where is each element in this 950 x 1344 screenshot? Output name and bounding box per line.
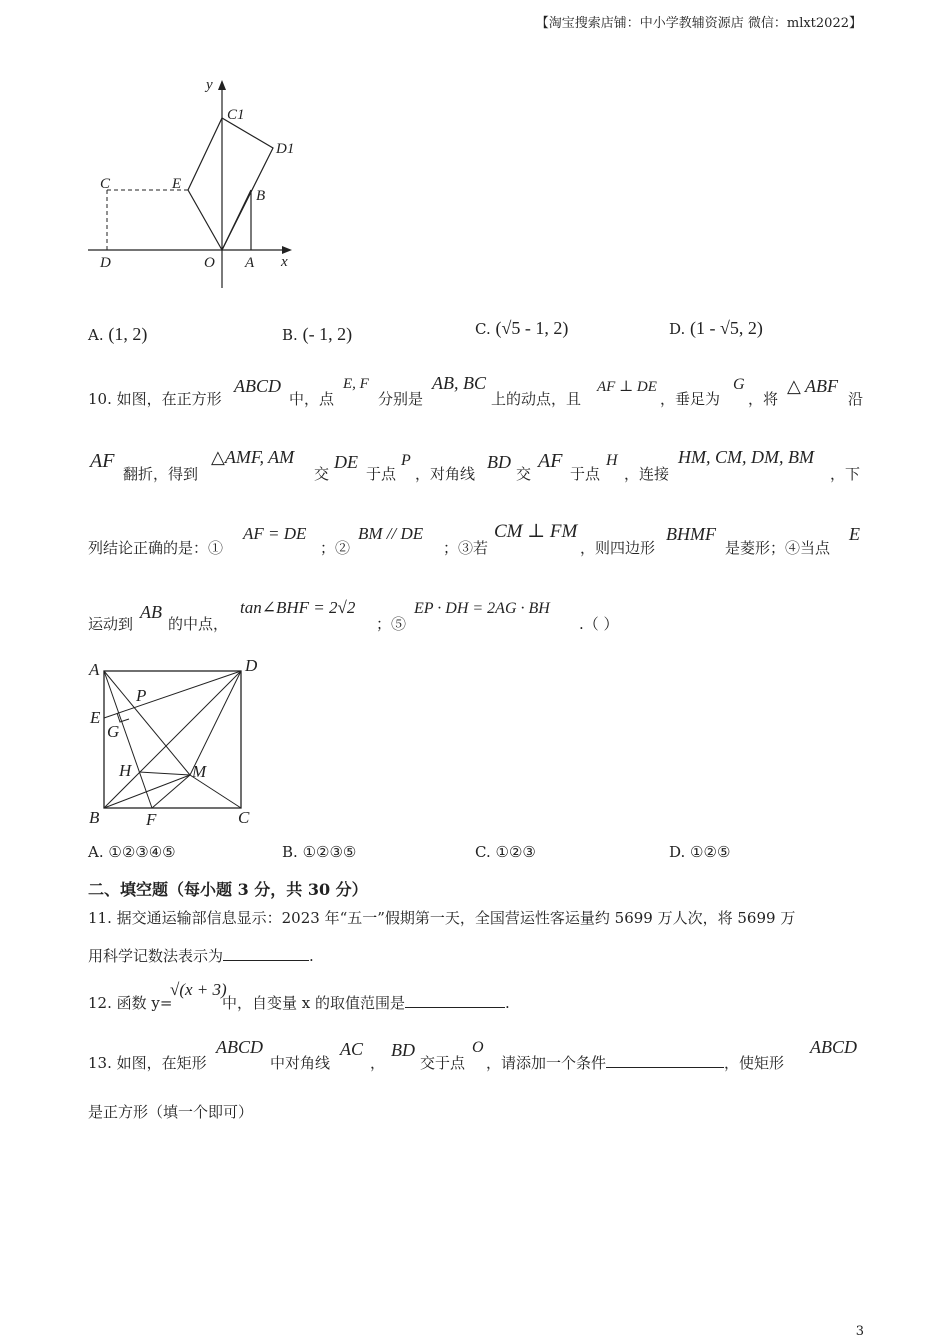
q10-option-a[interactable]: A. ①②③④⑤ bbox=[88, 843, 176, 861]
section-heading: 二、填空题（每小题 3 分，共 30 分） bbox=[88, 880, 368, 899]
q10-text: 是菱形；④当点 bbox=[725, 539, 831, 557]
label-x: x bbox=[281, 254, 288, 270]
q10-text: ；⑤ bbox=[376, 615, 407, 633]
q10-math: AF = DE bbox=[243, 524, 307, 543]
q13-math: AC bbox=[340, 1039, 364, 1059]
q10-math: AB, BC bbox=[432, 373, 486, 393]
q10-math: AF bbox=[90, 450, 115, 472]
label-b: B bbox=[89, 808, 100, 827]
q10-text: 分别是 bbox=[378, 390, 424, 408]
q13-math: BD bbox=[391, 1040, 415, 1060]
q12-text: 中，自变量 x 的取值范围是 . bbox=[222, 994, 510, 1012]
q9-option-a[interactable]: A. (1, 2) bbox=[88, 324, 148, 344]
y-axis-arrow bbox=[218, 80, 226, 90]
q10-math: EP · DH = 2AG · BH bbox=[414, 600, 550, 617]
q10-math: E bbox=[849, 524, 860, 544]
q10-math: △AMF, AM bbox=[211, 447, 295, 467]
q10-text: 交 bbox=[516, 465, 532, 483]
q10-math: △ ABF bbox=[787, 376, 839, 396]
q10-text: 于点 bbox=[366, 465, 397, 483]
q10-math: BD bbox=[487, 452, 511, 472]
q13-math: ABCD bbox=[810, 1037, 857, 1057]
label-e: E bbox=[90, 708, 101, 727]
q10-text: ，连接 bbox=[624, 465, 670, 483]
q10-text: ，对角线 bbox=[415, 465, 476, 483]
q10-math: ABCD bbox=[234, 376, 281, 396]
label-d: D bbox=[245, 656, 258, 675]
rotated-shape bbox=[188, 118, 273, 250]
q10-text: ，垂足为 bbox=[660, 390, 721, 408]
q10-math: tan∠BHF = 2√2 bbox=[240, 598, 356, 617]
q11-line1: 11. 据交通运输部信息显示：2023 年“五一”假期第一天，全国营运性客运量约 5699 万人次，将 5699 万 bbox=[88, 909, 796, 927]
label-e: E bbox=[172, 176, 182, 192]
q10-text: 于点 bbox=[570, 465, 601, 483]
q10-text: ；② bbox=[320, 539, 351, 557]
q10-text: 沿 bbox=[848, 390, 864, 408]
q9-option-d[interactable]: D. (1 - √5, 2) bbox=[669, 318, 763, 338]
label-c: C bbox=[238, 808, 250, 827]
q9-option-c[interactable]: C. (√5 - 1, 2) bbox=[475, 318, 569, 338]
q12-text: 12. 函数 y= bbox=[88, 994, 173, 1012]
label-d: D bbox=[100, 255, 111, 271]
q10-text: ，则四边形 bbox=[580, 539, 656, 557]
q10-math: DE bbox=[334, 452, 358, 472]
q9-option-b[interactable]: B. (- 1, 2) bbox=[282, 324, 353, 344]
q10-math: H bbox=[606, 452, 618, 469]
label-c: C bbox=[100, 176, 111, 192]
q10-text: 交 bbox=[314, 465, 330, 483]
label-a: A bbox=[89, 660, 100, 679]
q13-math: ABCD bbox=[216, 1037, 263, 1057]
q10-math: P bbox=[401, 452, 411, 469]
q13-text: 中对角线 bbox=[270, 1054, 331, 1072]
q11-line2: 用科学记数法表示为 . bbox=[88, 947, 314, 965]
q13-text: ，请添加一个条件 ，使矩形 bbox=[486, 1054, 785, 1072]
q13-answer-blank[interactable] bbox=[606, 1053, 724, 1068]
q10-math: CM ⊥ FM bbox=[494, 521, 578, 542]
label-h: H bbox=[119, 761, 132, 780]
label-d1: D1 bbox=[276, 141, 295, 157]
label-o: O bbox=[204, 255, 215, 271]
q13-math: O bbox=[472, 1039, 484, 1056]
q10-text: 10. 如图，在正方形 bbox=[88, 390, 222, 408]
label-c1: C1 bbox=[227, 107, 245, 123]
label-y: y bbox=[206, 77, 213, 93]
q10-math: BM // DE bbox=[358, 524, 424, 543]
label-m: M bbox=[192, 762, 207, 781]
q10-option-c[interactable]: C. ①②③ bbox=[475, 843, 536, 861]
page-number: 3 bbox=[855, 1324, 864, 1339]
q10-text: 上的动点，且 bbox=[491, 390, 582, 408]
label-g: G bbox=[107, 722, 120, 741]
q10-text: 运动到 bbox=[88, 615, 134, 633]
page-header: 【淘宝搜索店铺：中小学教辅资源店 微信：mlxt2022】 bbox=[535, 16, 862, 31]
q10-text: ；③若 bbox=[443, 539, 489, 557]
x-axis-arrow bbox=[282, 246, 292, 254]
q10-text: 列结论正确的是：① bbox=[88, 539, 224, 557]
q10-text: ，下 bbox=[830, 465, 861, 483]
q9-coordinate-figure bbox=[84, 72, 304, 294]
q10-text: 的中点， bbox=[168, 615, 229, 633]
q10-square-figure bbox=[84, 653, 274, 833]
q10-math: AB bbox=[140, 602, 162, 622]
q10-text: ，将 bbox=[748, 390, 779, 408]
q10-math: G bbox=[733, 376, 745, 393]
q13-text: 13. 如图，在矩形 bbox=[88, 1054, 207, 1072]
q11-answer-blank[interactable] bbox=[223, 946, 309, 961]
q10-math: BHMF bbox=[666, 524, 716, 544]
q10-math: AF ⊥ DE bbox=[597, 379, 657, 395]
q13-text: 交于点 bbox=[420, 1054, 466, 1072]
label-p: P bbox=[136, 686, 147, 705]
q10-math: AF bbox=[538, 450, 563, 472]
q12-answer-blank[interactable] bbox=[405, 993, 505, 1008]
q10-text: 中，点 bbox=[289, 390, 335, 408]
q12-math: √(x + 3) bbox=[170, 980, 227, 999]
q10-option-b[interactable]: B. ①②③⑤ bbox=[282, 843, 357, 861]
q10-text: 翻折，得到 bbox=[123, 465, 199, 483]
q10-option-d[interactable]: D. ①②⑤ bbox=[669, 843, 731, 861]
q10-math: E, F bbox=[343, 376, 369, 392]
label-a: A bbox=[245, 255, 255, 271]
label-f: F bbox=[146, 810, 157, 829]
q10-text: .（ ） bbox=[579, 615, 619, 633]
q13-line2: 是正方形（填一个即可） bbox=[88, 1103, 254, 1121]
q13-text: ， bbox=[370, 1054, 386, 1072]
q10-math: HM, CM, DM, BM bbox=[678, 447, 814, 467]
label-b: B bbox=[256, 188, 266, 204]
